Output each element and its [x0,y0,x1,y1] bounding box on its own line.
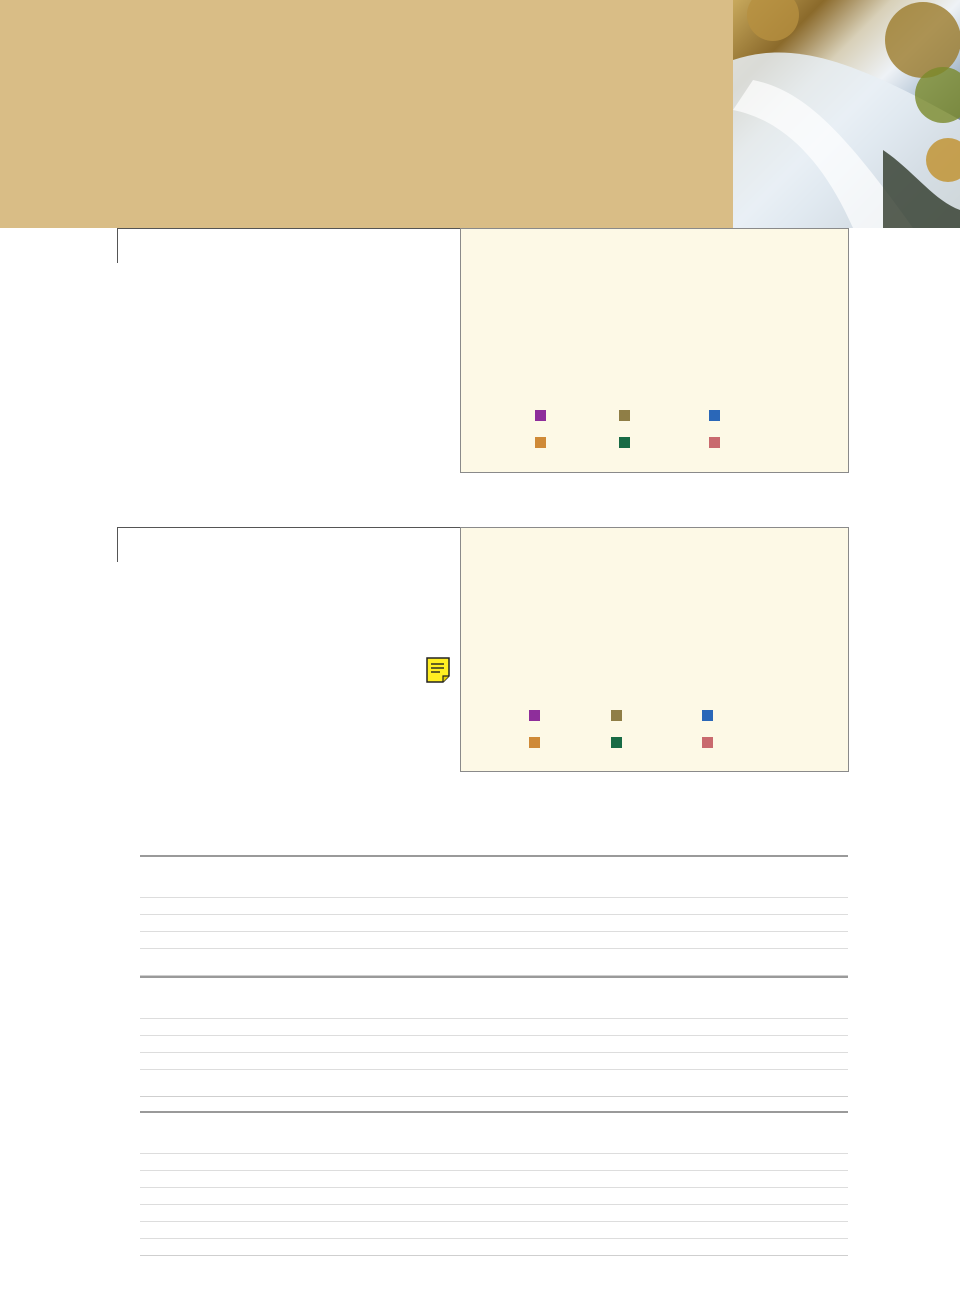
legend-forpackning [709,437,726,448]
column-header [488,978,608,1002]
column-header [608,857,732,881]
table-row [140,1239,848,1256]
legend-swatch [619,410,630,421]
column-unit [340,881,488,898]
column-header [340,857,488,881]
column-header [608,978,732,1002]
forsurning-heading [140,248,146,270]
legend-swatch [619,437,630,448]
legend-swatch [529,710,540,721]
legend-swatch [529,737,540,748]
table-row [140,1222,848,1239]
legend-pigment [535,437,552,448]
column-unit [340,1002,488,1019]
column-unit [488,881,608,898]
table-row [140,1154,848,1171]
table-row [140,915,848,932]
overgodning-chart-panel [460,527,849,772]
table-row [140,949,848,966]
forsurning-chart-panel [460,228,849,473]
legend-swatch [611,737,622,748]
section-divider [117,228,460,229]
column-unit [732,1137,848,1154]
table-pulverfarg [140,976,848,1097]
table-row [140,1019,848,1036]
overgodning-heading [140,547,146,566]
column-header [732,857,848,881]
column-unit [608,881,732,898]
legend-swatch [535,410,546,421]
note-icon[interactable] [425,656,451,684]
table-row [140,1188,848,1205]
table-row [140,1036,848,1053]
waterfall-photo [733,0,960,228]
legend-fyllnadsmedel [619,410,636,421]
column-header [488,857,608,881]
column-header [608,1113,732,1137]
legend-tillverkning [611,737,628,748]
table-losningsmedelsburen-lack [140,855,848,976]
table-row [140,1053,848,1070]
column-unit [340,1137,488,1154]
legend-swatch [702,737,713,748]
legend-swatch [709,410,720,421]
legend-bindemedel [535,410,552,421]
legend-fyllnadsmedel [611,710,628,721]
column-unit [488,1002,608,1019]
column-unit [608,1002,732,1019]
waterfall-leaves-illustration [733,0,960,228]
legend-pigment [529,737,546,748]
legend-losningsmedel [702,710,719,721]
table-row [140,932,848,949]
column-header [340,1113,488,1137]
table-row [140,1205,848,1222]
legend-losningsmedel [709,410,726,421]
column-unit [488,1137,608,1154]
column-unit [732,881,848,898]
column-header [488,1113,608,1137]
column-header [732,978,848,1002]
pie-charts [461,590,850,750]
section-divider [117,527,460,528]
section-divider [117,228,118,263]
table-row [140,898,848,915]
table-row [140,1171,848,1188]
section-divider [117,527,118,562]
legend-forpackning [702,737,719,748]
table-row [140,1070,848,1087]
legend-swatch [535,437,546,448]
column-unit [608,1137,732,1154]
legend-tillverkning [619,437,636,448]
pie-charts [461,289,850,449]
legend-swatch [709,437,720,448]
page-header [0,0,960,228]
column-header [340,978,488,1002]
legend-swatch [611,710,622,721]
column-unit [732,1002,848,1019]
column-header [732,1113,848,1137]
legend-swatch [702,710,713,721]
legend-bindemedel [529,710,546,721]
table-losningsmedelsburen-alkydfarg [140,1111,848,1256]
